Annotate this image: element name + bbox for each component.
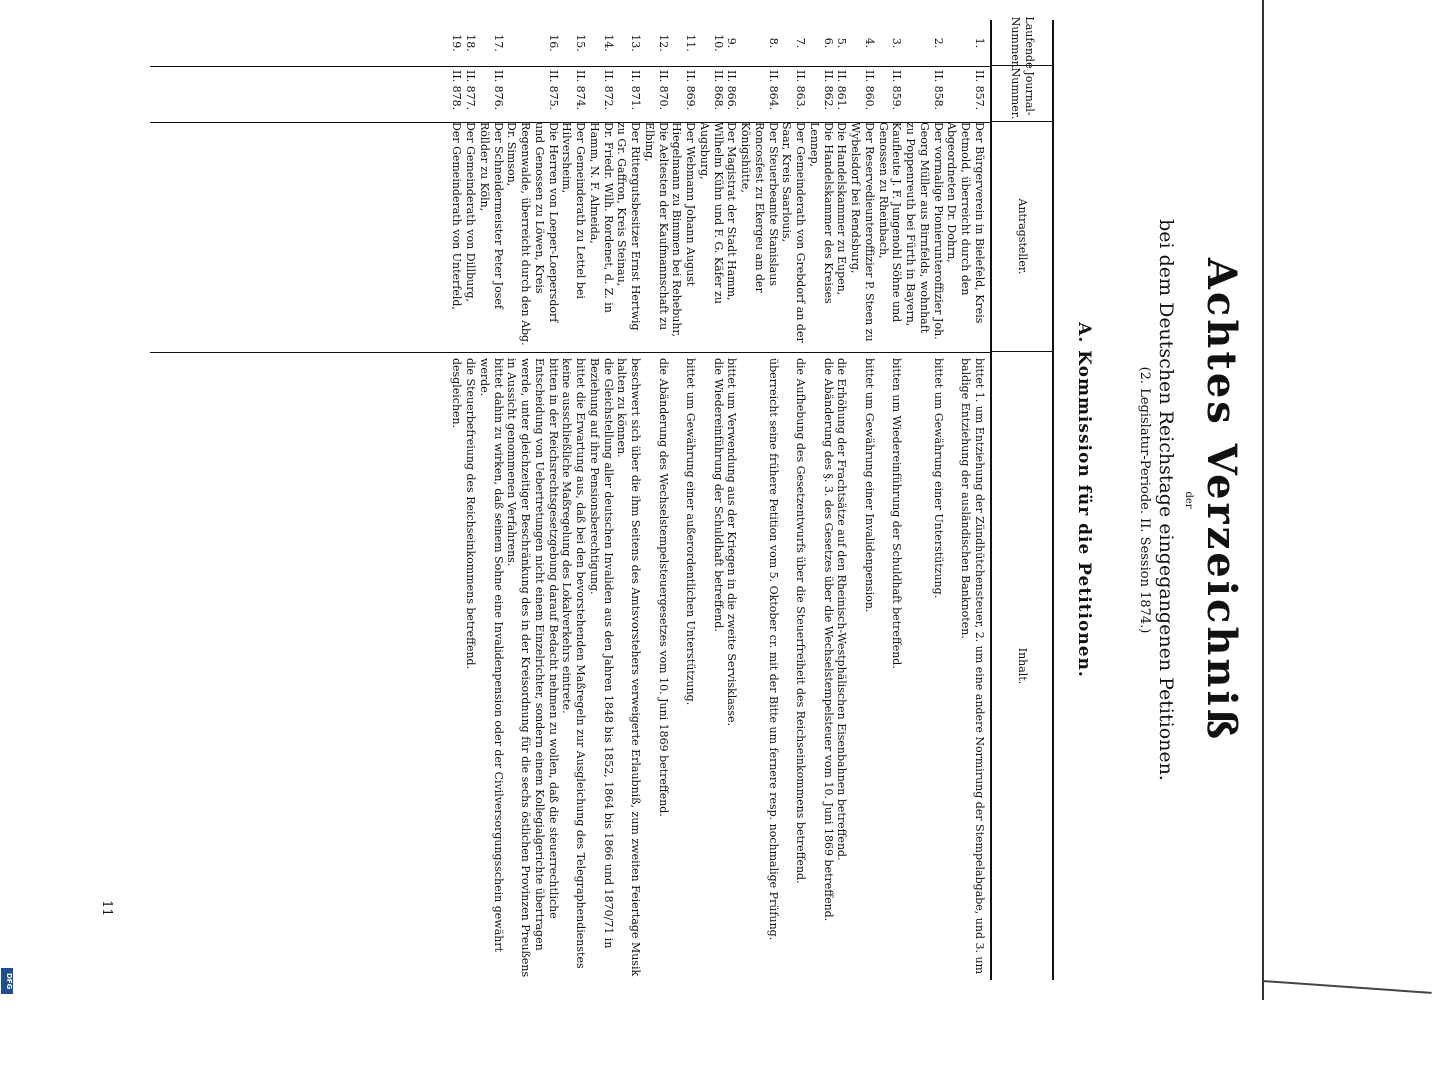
row-laufende-nummer: 18.	[464, 34, 478, 52]
row-inhalt: desgleichen.	[450, 358, 464, 429]
row-inhalt: bittet um Gewährung einer Invalidenpension.	[863, 358, 876, 613]
row-journal-nummer: II. 868.	[711, 70, 725, 111]
row-inhalt: bittet die Erwartung aus, daß bei den bevorstehenden Maßregeln zur Ausgleichung des Telegraphendienstes keine ausschließliche Maßregelung des Lokalverkehrs eintrete.	[560, 358, 588, 969]
row-journal-nummer: II. 870.	[656, 70, 670, 111]
row-antragsteller: Der Steuerbeamte Stanislaus Roncosfest zu Ekergeu am der Königshütte,	[739, 122, 780, 293]
page-edge	[1262, 0, 1432, 1000]
row-antragsteller: Die Herren von Loeper-Loepersdorf und Genossen zu Löwen, Kreis Regenwalde, überreicht durch den Abg. Dr. Simson,	[505, 122, 560, 346]
row-journal-nummer: II. 878.	[450, 70, 464, 111]
row-journal-nummer: II. 864.	[766, 70, 780, 111]
row-laufende-nummer: 16.	[546, 34, 560, 52]
row-laufende-nummer: 12.	[656, 34, 670, 52]
table-row	[697, 20, 725, 980]
row-antragsteller: Der Reservedieunteroffizier P. Steen zu Wybelsdorf bei Rendsburg,	[849, 122, 876, 342]
row-antragsteller: Die Handelskammer des Kreises Lennep,	[808, 122, 835, 304]
row-inhalt: die Gleichstellung aller deutschen Invaliden aus den Jahren 1848 bis 1852, 1864 bis 1866 und 1870/71 in Beziehung auf ihre Pensionsberechtigung.	[588, 358, 615, 949]
title-connector: der	[1183, 491, 1194, 509]
document-title: Achtes Verzeichniß	[1198, 257, 1245, 743]
row-laufende-nummer: 1.	[973, 37, 986, 49]
row-inhalt: die Wiedereinführung der Schuldhaft betreffend.	[711, 358, 725, 632]
table-row	[587, 20, 615, 980]
row-laufende-nummer: 19.	[450, 34, 464, 52]
table-row	[505, 20, 560, 980]
row-laufende-nummer: 13.	[629, 34, 643, 52]
row-journal-nummer: II. 872.	[601, 70, 615, 111]
row-antragsteller: Dr. Friedr. Wilh. Rordenet, d. Z. in Hamm, N. F. Almeida,	[588, 122, 615, 313]
table-row	[615, 20, 643, 980]
row-journal-nummer: II. 877.	[464, 70, 478, 111]
dfg-logo: DFG	[1, 968, 13, 994]
row-antragsteller: Die Handelskammer zu Eupen,	[835, 122, 849, 296]
row-antragsteller: Kaufleute J. F. Jungenohl Söhne und Genossen zu Rheinbach,	[876, 122, 904, 323]
row-journal-nummer: II. 869.	[684, 70, 698, 111]
row-inhalt: bittet 1. um Entziehung der Zündhütchensteuer, 2. um eine andere Normirung der Stempelabgabe, und 3. um baldige Entziehung der ausländischen Banknoten.	[959, 358, 986, 975]
row-antragsteller: Der Webmann Johann August Hiegelmann zu Bimmen bei Rehebuhr,	[670, 122, 698, 337]
row-journal-nummer: II. 859.	[890, 70, 904, 111]
row-laufende-nummer: 6.	[821, 37, 835, 49]
row-journal-nummer: II. 871.	[629, 70, 643, 111]
row-inhalt: die Erhöhung der Frachtsätze auf den Rheinisch-Westphälischen Eisenbahnen betreffend.	[835, 358, 849, 861]
row-laufende-nummer: 7.	[794, 37, 808, 49]
row-antragsteller: Der Schneidermeister Peter Josef Röllder zu Köln,	[478, 122, 505, 309]
document-subtitle: bei dem Deutschen Reichstage eingegangenen Petitionen.	[1155, 219, 1178, 781]
row-journal-nummer: II. 857.	[973, 70, 986, 111]
page-number: 11	[99, 900, 114, 917]
row-antragsteller: Der Bürgerverein in Bielefeld, Kreis Detmold, überreicht durch den Abgeordneten Dr. Dohrn,	[945, 122, 986, 324]
row-laufende-nummer: 9.	[725, 37, 739, 49]
row-journal-nummer: II. 866.	[725, 70, 739, 111]
table-row	[725, 20, 739, 980]
row-journal-nummer: II. 861.	[835, 70, 849, 111]
row-antragsteller: Der Gemeinderath von Grebdorf an der Saar, Kreis Saarlouis,	[780, 122, 808, 343]
row-journal-nummer: II. 874.	[574, 70, 588, 111]
row-antragsteller: Der vormalige Pionierunteroffizier Joh. Georg Müller aus Birnfelds, wohnhaft zu Poppenreuth bei Fürth in Bayern,	[904, 122, 945, 340]
row-laufende-nummer: 4.	[863, 37, 876, 49]
row-journal-nummer: II. 875.	[546, 70, 560, 111]
header-journal-nummer: Journal-Nummer.	[990, 66, 1054, 122]
table-row	[876, 20, 904, 980]
row-antragsteller: Der Gemeinderath zu Lettel bei Hilversheim,	[560, 122, 588, 299]
session-label: (2. Legislatur-Periode. II. Session 1874.)	[1136, 366, 1152, 634]
row-antragsteller: Wilhelm Kühn und F. G. Käfer zu Augsburg,	[698, 122, 725, 304]
row-journal-nummer: II. 862.	[821, 70, 835, 111]
row-antragsteller: Der Magistrat der Stadt Hamm,	[725, 122, 739, 301]
row-laufende-nummer: 2.	[931, 37, 945, 49]
row-inhalt: bittet dahin zu wirken, daß seinem Sohne eine Invalidenpension oder der Civilversorgungsschein gewährt werde.	[478, 358, 505, 953]
table-row	[780, 20, 808, 980]
row-inhalt: überreicht seine frühere Petition vom 5. Oktober cr. mit der Bitte um fernere resp. nochmalige Prüfung.	[766, 358, 780, 941]
row-laufende-nummer: 11.	[684, 34, 698, 52]
header-laufende-nummer: Laufende Nummer.	[990, 20, 1054, 66]
row-laufende-nummer: 8.	[766, 37, 780, 49]
row-inhalt: bittet um Gewährung einer Unterstützung.	[931, 358, 945, 599]
row-laufende-nummer: 3.	[890, 37, 904, 49]
table-body	[450, 20, 986, 980]
row-antragsteller: Der Gemeinderath von Unterfeld,	[450, 122, 464, 310]
row-laufende-nummer: 14.	[601, 34, 615, 52]
row-inhalt: die Abänderung des Wechselstempelsteuergesetzes vom 10. Juni 1869 betreffend.	[656, 358, 670, 817]
row-inhalt: bitten um Wiedereinführung der Schuldhaft betreffend.	[890, 358, 904, 669]
table-row	[477, 20, 505, 980]
table-row	[670, 20, 698, 980]
table-row	[560, 20, 588, 980]
row-laufende-nummer: 17.	[491, 34, 505, 52]
row-journal-nummer: II. 858.	[931, 70, 945, 111]
table-row	[464, 20, 478, 980]
header-inhalt: Inhalt.	[990, 352, 1054, 980]
row-antragsteller: Der Gemeinderath von Dillburg,	[464, 122, 478, 303]
row-inhalt: die Aufhebung des Gesetzentwurfs über die Steuerfreiheit des Reichseinkommens betreffend.	[794, 358, 808, 884]
row-inhalt: beschwert sich über die ihm Seitens des Amtsvorstehers verweigerte Erlaubniß, zum zweiten Feiertage Musik halten zu können.	[615, 358, 643, 977]
row-laufende-nummer: 15.	[574, 34, 588, 52]
table-row	[835, 20, 849, 980]
row-laufende-nummer: 10.	[711, 34, 725, 52]
row-inhalt: bittet um Gewährung einer außerordentlichen Unterstützung.	[684, 358, 698, 706]
row-inhalt: die Steuerbefreiung des Reichseinkommens betreffend.	[464, 358, 478, 670]
table-row	[450, 20, 464, 980]
table-row	[904, 20, 945, 980]
row-inhalt: bitten in der Reichsrechtsgesetzgebung darauf Bedacht nehmen zu wollen, daß die steuerrechtliche Entscheidung von Uebertretungen nicht einem Einzelrichter, sondern einem Kollegialgerichte übertragen werde, unter gleichzeitiger Beschränkung des in der Kreisordnung für die sechs östlichen Provinzen Preußens in Aussicht genommenen Verfahrens.	[505, 358, 560, 978]
row-inhalt: die Abänderung des §. 3. des Gesetzes über die Wechselstempelsteuer vom 10. Juni 1869 betreffend.	[821, 358, 835, 922]
row-journal-nummer: II. 860.	[863, 70, 876, 111]
section-heading: A. Kommission für die Petitionen.	[1074, 322, 1094, 678]
table-row	[849, 20, 877, 980]
row-journal-nummer: II. 863.	[794, 70, 808, 111]
row-laufende-nummer: 5.	[835, 37, 849, 49]
header-antragsteller: Antragsteller.	[990, 122, 1054, 352]
table-row	[642, 20, 670, 980]
row-antragsteller: Der Rittergutsbesitzer Ernst Hertwig zu Gr. Gaffron, Kreis Steinau,	[615, 122, 643, 331]
title-block	[1136, 20, 1253, 980]
document-page	[12, 16, 1252, 980]
table-row	[945, 20, 986, 980]
table-row	[739, 20, 780, 980]
row-inhalt: bittet um Verwendung aus der Kriegen in die zweite Servisklasse.	[725, 358, 739, 727]
table-row	[807, 20, 835, 980]
row-antragsteller: Die Aeltesten der Kaufmannschaft zu Elbing,	[643, 122, 670, 331]
row-journal-nummer: II. 876.	[491, 70, 505, 111]
